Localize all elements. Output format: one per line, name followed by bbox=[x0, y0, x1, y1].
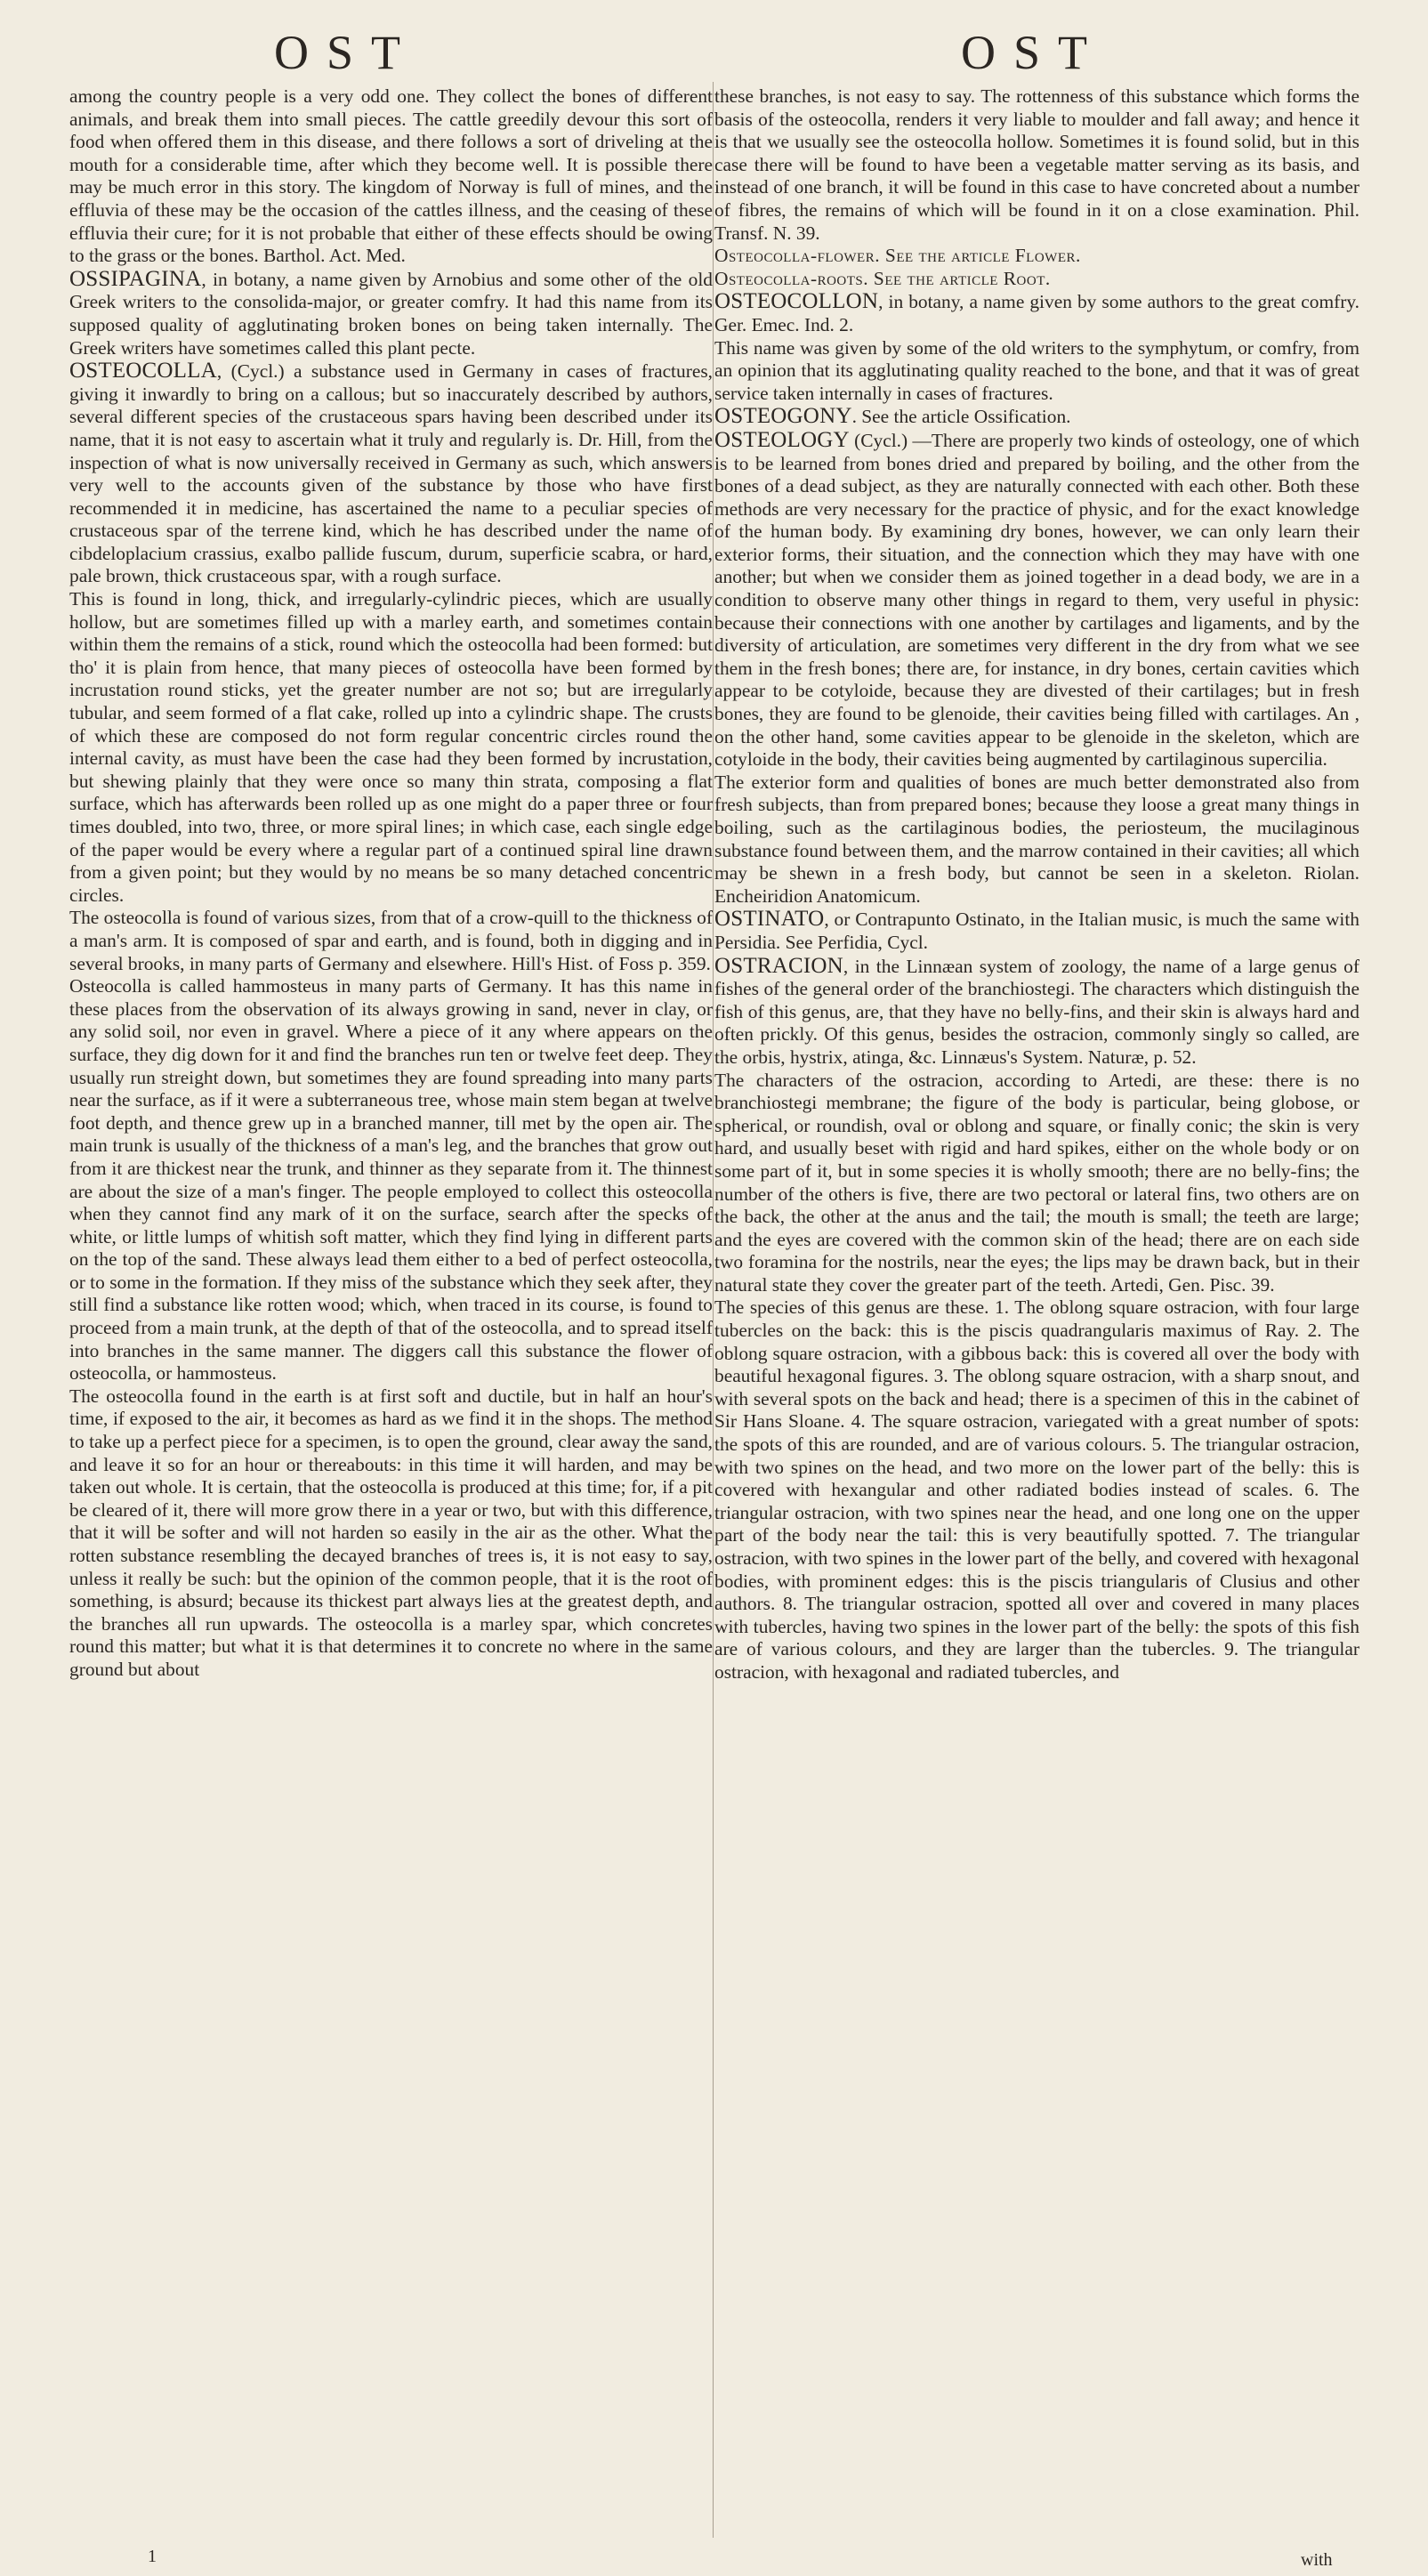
dictionary-entry bbox=[714, 290, 1359, 336]
entry-headword: OSTEOGONY bbox=[714, 404, 852, 429]
entry-text: (Cycl.) —There are properly two kinds of osteology, one of which is to be learned from bones dried and prepared by boiling, and the other from the bones of a dead subject, as they are naturally connected with each other. Both these methods are very necessary for the practice of physic, and for the exact knowledge of the human body. By examining dry bones, however, we can only learn their exterior forms, their situation, and the connection which they may have with one another; but when we consider them as joined together in a dead body, we are in a condition to observe many other things in regard to them, very useful in physic: because their connections with one another by cartilages and ligaments, and by the diversity of articulation, are sometimes very different in the dry from what we see them in the fresh bones; there are, for instance, in dry bones, certain cavities which appear to be cotyloide, because they are divested of their cartilages; but in fresh bones, they are found to be glenoide, their cavities being filled with cartilages. An , on the other hand, some cavities appear to be glenoide in the skeleton, which are cotyloide in the body, their cavities being augmented by cartilaginous supercilia. bbox=[714, 429, 1359, 771]
paragraph: The osteocolla found in the earth is at first soft and ductile, but in half an hour's time, if exposed to the air, it becomes as hard as we find it in the shops. The method to take up a perfect piece for a specimen, is to open the ground, clear away the sand, and leave it so for an hour or thereabouts: in this time it will harden, and may be taken out whole. It is certain, that the osteocolla is produced at this time; for, if a pit be cleared of it, there will more grow there in a year or two, but with this difference, that it will be softer and will not harden so easily in the air as the other. What the rotten substance resembling the decayed branches of trees is, it is not easy to say, unless it really be such: but the opinion of the common people, that it is the root of something, is absurd; because its thickest part always lies at the greatest depth, and the branches all run upwards. The osteocolla is a marley spar, which concretes round this matter; but what it is that determines it to concrete no where in the same ground but about bbox=[69, 1385, 713, 1680]
column-divider bbox=[713, 82, 714, 2538]
header-left: OST bbox=[274, 26, 419, 79]
paragraph: This name was given by some of the old writers to the symphytum, or comfry, from an opinion that its agglutinating quality reached to the bone, and that it was of great service taken internally in cases of fractures. bbox=[714, 336, 1359, 404]
header-right: OST bbox=[961, 26, 1106, 79]
running-header bbox=[0, 25, 1428, 78]
entry-text: , in botany, a name given by Arnobius and some other of the old Greek writers to the consolida-major, or greater comfry. It had this name from its supposed quality of agglutinating broken bones on being taken internally. The Greek writers have sometimes called this plant pecte. bbox=[69, 268, 713, 359]
dictionary-entry bbox=[714, 908, 1359, 954]
dictionary-entry bbox=[69, 359, 713, 588]
entry-text: , (Cycl.) a substance used in Germany in cases of fractures, giving it inwardly to bring on a callous; but so inaccurately described by authors, several different species of the crustaceous spars having been described under its name, that it is not easy to ascertain what it truly and regularly is. Dr. Hill, from the inspection of what is now universally received in Germany as such, which answers very well to the accounts given of the substance by those who have first recommended it in medicine, has ascertained the name to a peculiar species of crustaceous spar of the terrene kind, which he has described under the name of cibdeloplacium crassius, exalbo pallide fuscum, durum, superficie scabra, or hard, pale brown, thick crustaceous spar, with a rough surface. bbox=[69, 360, 713, 587]
paragraph: among the country people is a very odd one. They collect the bones of different animals, and break them into small pieces. The cattle greedily devour this sort of food when offered them in this disease, and there follows a sort of driveling at the mouth for a considerable time, after which they become well. It is possible there may be much error in this story. The kingdom of Norway is full of mines, and the effluvia of these may be the occasion of the cattles illness, and the ceasing of these effluvia their cure; for it is not probable that either of these effects should be owing to the grass or the bones. Barthol. Act. Med. bbox=[69, 85, 713, 267]
entry-headword: OSTEOCOLLON bbox=[714, 289, 879, 314]
left-column bbox=[69, 85, 713, 1682]
entry-headword: OSTEOCOLLA bbox=[69, 359, 217, 384]
paragraph: Osteocolla-flower. See the article Flower. bbox=[714, 245, 1081, 267]
entry-text: . See the article Ossification. bbox=[851, 406, 1071, 428]
paragraph: these branches, is not easy to say. The rottenness of this substance which forms the basis of the osteocolla, renders it very liable to moulder and fall away; and hence it is that we usually see the osteocolla hollow. Sometimes it is found solid, but in this case there will be found to have been a vegetable matter serving as its basis, and instead of one branch, it will be found in this case to have concreted about a number of fibres, the remains of which will be found in it on a close examination. Phil. Transf. N. 39. bbox=[714, 85, 1359, 244]
right-column bbox=[714, 85, 1359, 1684]
paragraph: The species of this genus are these. 1. The oblong square ostracion, with four large tubercles on the back: this is the piscis quadrangularis maximus of Ray. 2. The oblong square ostracion, with a gibbous back: this is covered all over the body with beautiful hexagonal figures. 3. The oblong square ostracion, with a sharp snout, and with several spots on the back and head; there is a specimen of this in the cabinet of Sir Hans Sloane. 4. The square ostracion, variegated with a great number of spots: the spots of this are rounded, and are of various colours. 5. The triangular ostracion, with two spines on the head, and two more on the lower part of the belly: this is covered with hexangular and other radiated bodies instead of scales. 6. The triangular ostracion, with two spines near the head, and one long one on the upper part of the body near the tail: this is very beautifully spotted. 7. The triangular ostracion, with two spines in the lower part of the belly, and covered with hexagonal bodies, with prominent edges: this is the piscis triangularis of Clusius and other authors. 8. The triangular ostracion, spotted all over and covered in many places with tubercles, having two spines in the lower part of the belly: the spots of this fish are of various colours, and they are larger than the tubercles. 9. The triangular ostracion, with hexagonal and radiated tubercles, and bbox=[714, 1296, 1359, 1683]
paragraph: Osteocolla is called hammosteus in many parts of Germany. It has this name in these places from the observation of its always growing in sand, never in clay, or any solid soil, nor even in gravel. Where a piece of it any where appears on the surface, they dig down for it and find the branches run ten or twelve feet deep. They usually run streight down, but sometimes they are found spreading into many parts near the surface, as if it were a subterraneous tree, whose main stem began at twelve foot depth, and thence grew up in a branched manner, till met by the open air. The main trunk is usually of the thickness of a man's leg, and the branches that grow out from it are thickest near the trunk, and thinner as they separate from it. The thinnest are about the size of a man's finger. The people employed to collect this osteocolla when they cannot find any mark of it on the surface, search after the specks of white, or little lumps of whitish soft matter, which they find lying in different parts on the top of the sand. These always lead them either to a bed of perfect osteocolla, or to some in the formation. If they miss of the substance which they seek after, they still find a substance like rotten wood; which, when traced in its course, is found to proceed from a main trunk, at the depth of that of the osteocolla, and to spread itself into branches in the same manner. The diggers call this substance the flower of osteocolla, or hammosteus. bbox=[69, 975, 713, 1385]
paragraph: The characters of the ostracion, according to Artedi, are these: there is no branchiostegi membrane; the figure of the body is particular, being globose, or spherical, or roundish, oval or oblong and square, or finally conic; the skin is very hard, and usually beset with rigid and hard spikes, either on the whole body or on some part of it, but in some species it is wholly smooth; there are no belly-fins; the number of the others is five, there are two pectoral or lateral fins, two others are on the back, the other at the anus and the tail; the mouth is small; the teeth are large; and the eyes are covered with the common skin of the head; there are on each side two foramina for the nostrils, near the eyes; the lips may be drawn back, but in their natural state they cover the greater part of the teeth. Artedi, Gen. Pisc. 39. bbox=[714, 1069, 1359, 1296]
entry-text: , in the Linnæan system of zoology, the name of a large genus of fishes of the general order of the branchiostegi. The characters which distinguish the fish of this genus, are, that they have no belly-fins, and their skin is always hard and often prickly. Of this genus, besides the ostracion, commonly singly so called, are the orbis, hystrix, atinga, &c. Linnæus's System. Naturæ, p. 52. bbox=[714, 955, 1359, 1068]
dictionary-entry bbox=[714, 955, 1359, 1070]
paragraph: This is found in long, thick, and irregularly-cylindric pieces, which are usually hollow, but are sometimes filled up with a marley earth, and sometimes contain within them the remains of a stick, round which the osteocolla had been formed: but tho' it is plain from hence, that many pieces of osteocolla have been formed by incrustation round sticks, yet the greater number are not so; but are irregularly tubular, and seem formed of a flat cake, rolled up into a cylindric shape. The crusts of which these are composed do not form regular concentric circles round the internal cavity, as must have been the case had they been formed by incrustation, but shewing plainly that they were once so many thin strata, composing a flat surface, which has afterwards been rolled up as one might do a paper three or four times doubled, into two, three, or more spiral lines; in which case, each single edge of the paper would be every where a regular part of a continued spiral line drawn from a given point; but they would by no means be so many detached concentric circles. bbox=[69, 588, 713, 906]
dictionary-entry bbox=[714, 405, 1359, 429]
paragraph: The exterior form and qualities of bones are much better demonstrated also from fresh subjects, than from prepared bones; because they loose a great many things in boiling, such as the cartilaginous bodies, the periosteum, the mucilaginous substance found between them, and the marrow contained in their cavities; all which may be shewn in a fresh body, but cannot be seen in a skeleton. Riolan. Encheiridion Anatomicum. bbox=[714, 771, 1359, 907]
entry-headword: OSTRACION bbox=[714, 953, 843, 978]
folio: 1 bbox=[148, 2547, 157, 2566]
entry-headword: OSTEOLOGY bbox=[714, 427, 850, 452]
paragraph: Osteocolla-roots. See the article Root. bbox=[714, 267, 1051, 289]
catchword: with bbox=[1301, 2550, 1333, 2570]
entry-headword: OSSIPAGINA bbox=[69, 266, 202, 291]
dictionary-entry bbox=[714, 429, 1359, 771]
entry-text: , in botany, a name given by some authors to the great comfry. Ger. Emec. Ind. 2. bbox=[714, 291, 1359, 335]
entry-headword: OSTINATO bbox=[714, 907, 825, 932]
entry-text: , or Contrapunto Ostinato, in the Italian music, is much the same with Persidia. See Perfidia, Cycl. bbox=[714, 908, 1359, 953]
paragraph: The osteocolla is found of various sizes, from that of a crow-quill to the thickness of a man's arm. It is composed of spar and earth, and is found, both in digging and in several brooks, in many parts of Germany and elsewhere. Hill's Hist. of Foss p. 359. bbox=[69, 907, 713, 974]
dictionary-entry bbox=[69, 268, 713, 359]
